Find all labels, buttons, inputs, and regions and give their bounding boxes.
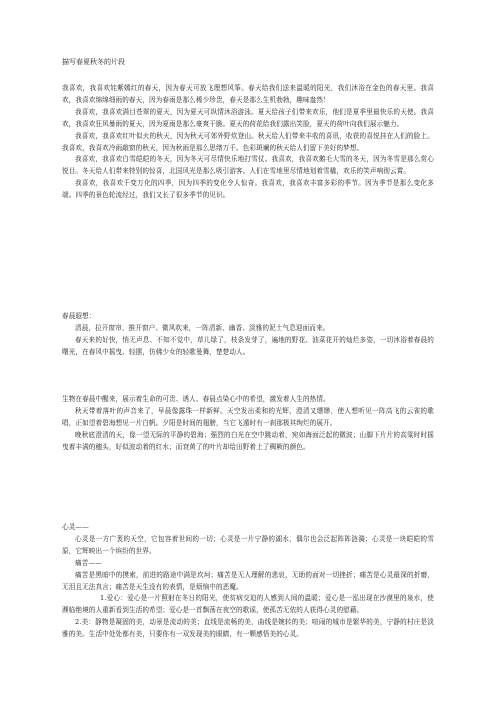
item-love: 1.爱心：爱心是一片照射在冬日的阳光，使贫病交迫的人感到人间的温暖；爱心是一泓出现在沙漠里的泉水，使濒临绝境的人重新看到生活的希望；爱心是一首飘荡在夜空的歌谣，使孤苦无依的人获得心灵的慰藉。	[62, 594, 434, 615]
pain-heading: 痛苦——	[75, 558, 102, 567]
paragraph-autumn: 我喜欢，我喜欢红叶似火的秋天，因为秋天可郊外野炊登山。秋天给人们带来丰收的喜讯，收获的喜悦挂在人们的脸上。我喜欢，我喜欢冷雨敲窗的秋天，因为秋雨是那么思绪万千。色彩斑斓的秋天给人们留下美好的梦想。	[62, 131, 434, 152]
autumn-section	[62, 394, 434, 454]
heart-heading: 心灵——	[62, 523, 89, 531]
autumn-paragraph: 秋天带着落叶的声音来了，早晨像露珠一样新鲜。天空发出柔和的光辉，澄清又缥缈，使人想听见一阵高飞的云雀的歌唱，正如望着碧海想见一片白帆。夕阳是时间的翅膀，当它飞遁时有一刹那极其绚烂的展开。	[62, 406, 434, 427]
paragraph-winter: 我喜欢，我喜欢白雪皑皑的冬天，因为冬天可尽情快乐地打雪仗。我喜欢，我喜欢鹅毛大雪的冬天，因为冬雪是那么赏心悦目。冬天给人们带来特别的惊喜，北国风光是那么吸引游客。人们在雪地里尽情地划着雪橇，欢乐的笑声响彻云霄。	[62, 155, 434, 176]
paragraph-summer: 我喜欢，我喜欢满目苍翠的夏天，因为夏天可纵情沐浴游泳。夏天给孩子们带来欢乐，他们是夏季里最快乐的天使。我喜欢，我喜欢狂风暴雨的夏天，因为夏雨是那么豪爽干脆。夏天的荷花给我们露出笑脸，夏天的荷叶向我们展示魅力。	[62, 107, 434, 128]
heart-section	[62, 522, 434, 641]
spring-morning-heading: 春晨遐想：	[62, 312, 96, 320]
pain-paragraph: 痛苦是黑暗中的摸索，前进的路途中满是坎坷；痛苦是无人理解的悲哀，无助的面对一切挫折；痛苦是心灵最深的折磨，无泪且无法真言；痛苦是天生没有的表情，是烦恼中的恶魔。	[62, 570, 434, 591]
document-title: 描写春夏秋冬的片段	[62, 58, 125, 66]
seasons-section	[62, 83, 434, 202]
paragraph-four-seasons: 我喜欢，我喜欢千变万化的四季，因为四季的变化令人惊奇。我喜欢，我喜欢丰富多彩的季节。因为季节是那么变化多端。四季的景色轮流经过，我们又长了很多季节的见识。	[62, 179, 434, 200]
spring-morning-section	[62, 311, 434, 359]
spring-morning-line: 清晨，拉开窗帘、推开窗户、微风吹来，一阵清新、幽香、淡雅的泥土气息迎面而来。	[75, 323, 330, 332]
spring-morning-line: 春天来的好快，悄无声息、不知不觉中，草儿绿了，枝条发芽了，遍地的野花、油菜花开的灿烂多姿，一切沐浴着春晨的曙光，在春风中摇曳、轻摆，仿佛少女的轻歌曼舞，楚楚动人。	[62, 335, 434, 356]
autumn-paragraph: 晚秋底澄清的天，像一望无际的平静的碧海；强烈的白光在空中跳动着，宛如海面泛起的微波；山脚下片片的高粱时时摇曳着丰满的穗头，好似波动着的红水；而衰黄了的叶片却给田野着上了稠厥的颜色。	[62, 430, 434, 451]
life-intro: 生物在春晨中醒来，展示着生命的可贵、诱人、春晨点染心中的希望，激发着人生的热情。	[62, 395, 330, 403]
item-beauty: 2.美：静物是凝固的美，动景是流动的美；直线是流畅的美，曲线是婉转的美；喧闹的城市是繁华的美，宁静的村庄是淡雅的美。生活中处处都有美，只要你有一双发现美的眼睛，有一颗感悟美的心灵。	[62, 618, 434, 639]
heart-paragraph: 心灵是一方广袤的天空，它包容着世间的一切；心灵是一片宁静的湖水，偶尔也会泛起阵阵涟漪；心灵是一块皑皑的雪原，它辉映出一个缤纷的世界。	[62, 534, 434, 555]
paragraph-spring: 我喜欢，我喜欢姹紫嫣红的春天，因为春天可放飞理想风筝。春天给我们送来温暖的阳光，我们沐浴在金色的春天里。我喜欢，我喜欢绵绵细雨的春天，因为春雨是那么稀少珍贵，春天是那么生机勃勃，趣味盎然！	[62, 84, 434, 104]
